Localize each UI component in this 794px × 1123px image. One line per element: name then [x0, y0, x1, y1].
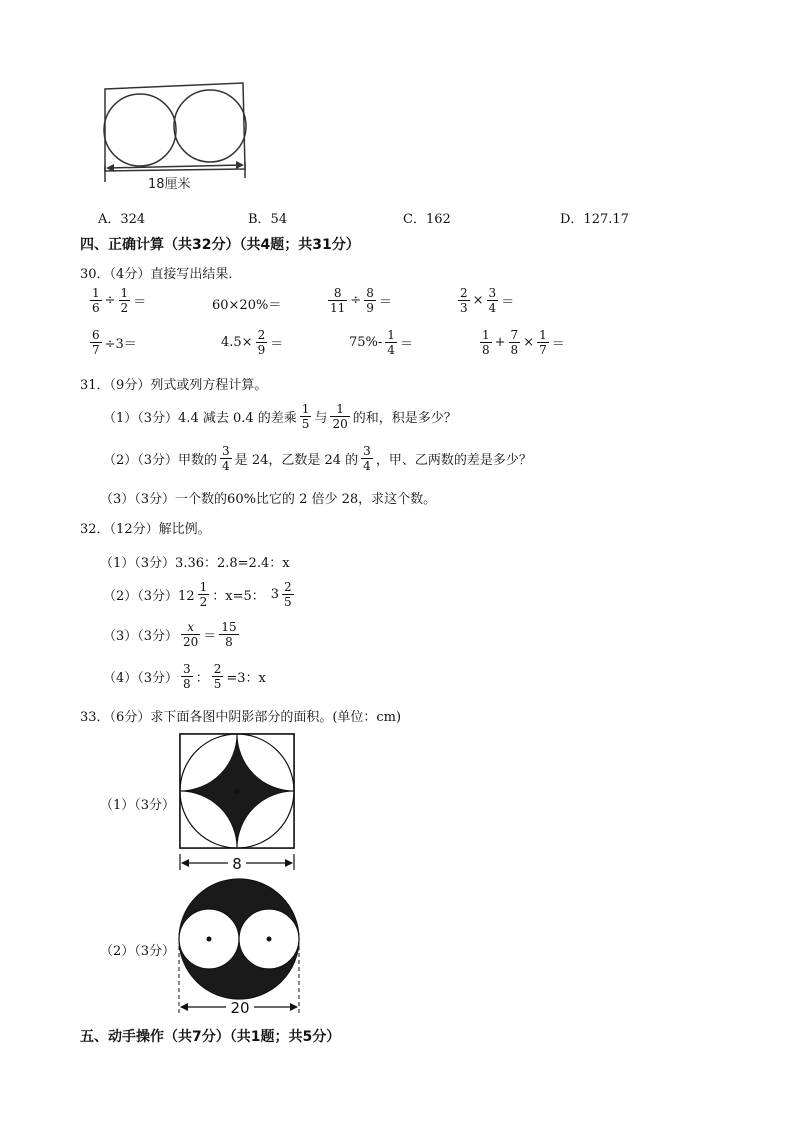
q32-part3: （3）（3分） $\frac{x}{20}$ ＝ $\frac{15}{8}$ [103, 620, 237, 649]
fraction: $\frac{x}{20}$ [183, 620, 199, 649]
q32-header: 32．（12分）解比例。 [80, 522, 211, 537]
q33-figure1 [176, 730, 300, 876]
q30-expr-2: 60×20%＝ [212, 298, 282, 313]
two-circles-figure [98, 80, 258, 190]
fraction: $\frac{3}{4}$ [488, 286, 497, 315]
q32-part2: （2）（3分）12 $\frac{1}{2}$ ：x=5： 3 $\frac{2}{5}$ [103, 580, 292, 609]
q30-expr-3: $\frac{8}{11}$ ÷ $\frac{8}{9}$ ＝ [330, 286, 392, 315]
fraction: $\frac{3}{4}$ [222, 444, 230, 473]
fraction: $\frac{1}{7}$ [539, 328, 547, 357]
fraction: $\frac{1}{2}$ [199, 580, 208, 609]
option-b[interactable]: B．54 [248, 212, 288, 227]
fraction: $\frac{3}{8}$ [183, 662, 191, 691]
fraction: $\frac{8}{11}$ [330, 286, 346, 315]
q30-expr-1: $\frac{1}{6}$ ÷ $\frac{1}{2}$ ＝ [92, 286, 147, 315]
q32-part4: （4）（3分） $\frac{3}{8}$ ： $\frac{2}{5}$ =3：x [103, 662, 266, 691]
fraction: $\frac{7}{8}$ [510, 328, 519, 357]
option-d[interactable]: D．127.17 [560, 212, 629, 227]
fraction: $\frac{2}{9}$ [257, 328, 266, 357]
q32-part1: （1）（3分）3.36：2.8=2.4：x [100, 556, 290, 571]
q31-part2: （2）（3分）甲数的 $\frac{3}{4}$ 是 24，乙数是 24 的 $\frac{3}{4}$ ，甲、乙两数的差是多少？ [103, 444, 532, 473]
fraction: $\frac{1}{6}$ [92, 286, 100, 315]
q30-expr-5: $\frac{6}{7}$ ÷3＝ [92, 328, 137, 357]
q31-part1: （1）（3分）4.4 减去 0.4 的差乘 $\frac{1}{5}$ 与 $\frac{1}{20}$ 的和，积是多少？ [103, 402, 457, 431]
fraction: $\frac{2}{3}$ [460, 286, 468, 315]
fraction: $\frac{8}{9}$ [366, 286, 374, 315]
dimension-label-20: 20 [230, 999, 250, 1017]
figure-dimension-label: 18厘米 [148, 177, 191, 190]
fraction: $\frac{2}{5}$ [213, 662, 222, 691]
fraction: $\frac{3}{4}$ [363, 444, 371, 473]
fraction: $\frac{1}{20}$ [332, 402, 348, 431]
dimension-label-8: 8 [232, 855, 242, 873]
fraction: $\frac{1}{8}$ [482, 328, 490, 357]
q31-part3: （3）（3分）一个数的60%比它的 2 倍少 28，求这个数。 [100, 492, 437, 507]
option-a[interactable]: A．324 [98, 212, 146, 227]
q33-header: 33．（6分）求下面各图中阴影部分的面积。(单位：cm) [80, 710, 402, 725]
fraction: $\frac{1}{2}$ [120, 286, 129, 315]
fraction: $\frac{2}{5}$ [284, 580, 292, 609]
section5-title: 五、动手操作（共7分）（共1题；共5分） [80, 1029, 341, 1045]
q30-expr-7: 75%- $\frac{1}{4}$ ＝ [349, 328, 413, 357]
fraction: $\frac{6}{7}$ [92, 328, 100, 357]
fraction: $\frac{1}{5}$ [301, 402, 310, 431]
q33-part2-label: （2）（3分） [100, 944, 176, 959]
q30-expr-6: 4.5× $\frac{2}{9}$ ＝ [221, 328, 284, 357]
option-c[interactable]: C．162 [403, 212, 451, 227]
fraction: $\frac{15}{8}$ [221, 620, 237, 649]
q30-expr-4: $\frac{2}{3}$ × $\frac{3}{4}$ ＝ [460, 286, 515, 315]
q33-part1-label: （1）（3分） [100, 798, 176, 813]
q31-header: 31．（9分）列式或列方程计算。 [80, 378, 268, 393]
section4-title: 四、正确计算（共32分）（共4题；共31分） [80, 237, 360, 253]
q30-expr-8: $\frac{1}{8}$ + $\frac{7}{8}$ × $\frac{1}{7}$ ＝ [482, 328, 565, 357]
fraction: $\frac{1}{4}$ [387, 328, 395, 357]
q30-header: 30．（4分）直接写出结果． [80, 267, 242, 282]
q33-figure2 [174, 876, 304, 1020]
